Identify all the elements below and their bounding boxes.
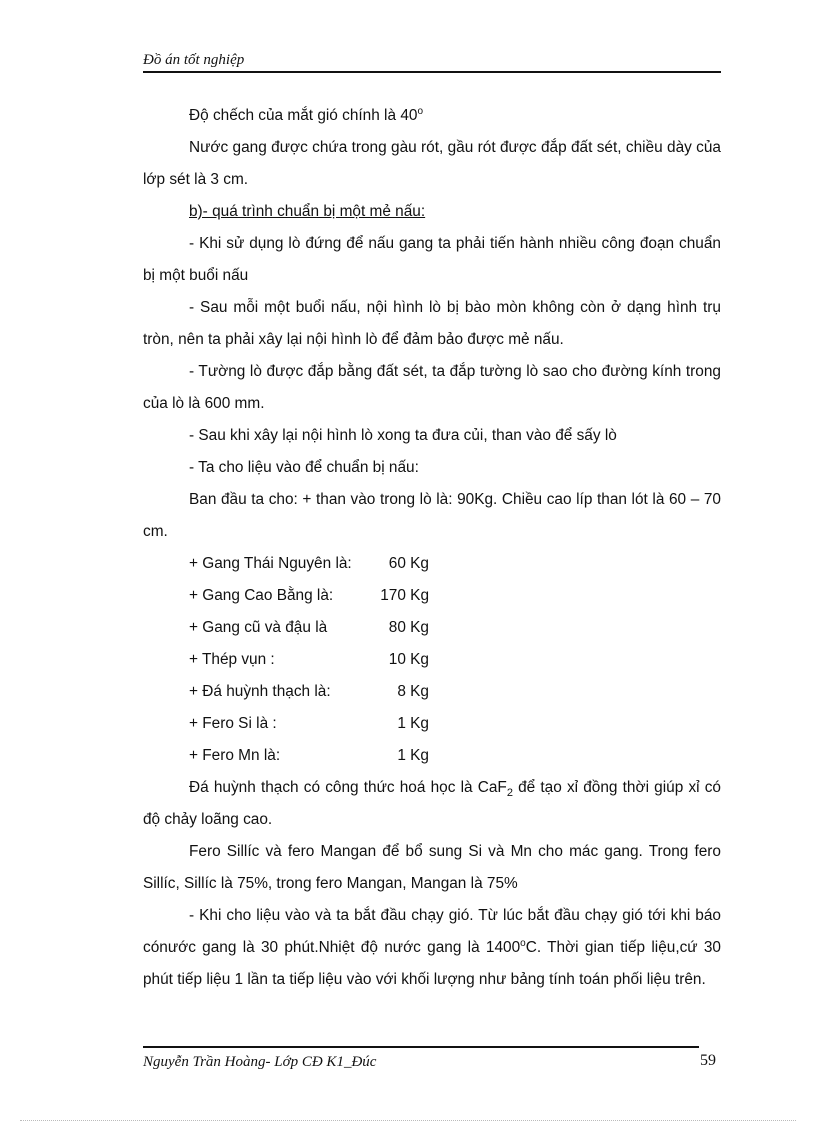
- material-qty: 8 Kg: [397, 683, 429, 700]
- paragraph-drying: - Sau khi xây lại nội hình lò xong ta đưa củi, than vào để sấy lò: [189, 427, 617, 444]
- material-name: + Gang Cao Bằng là:: [189, 587, 334, 604]
- material-qty: 170 Kg: [380, 587, 429, 604]
- material-name: + Thép vụn :: [189, 651, 275, 668]
- list-item: [143, 740, 721, 772]
- material-qty: 80 Kg: [388, 619, 429, 636]
- paragraph-blast-angle: Độ chếch của mắt gió chính là 40$^o$: [189, 105, 423, 124]
- material-qty: 60 Kg: [388, 555, 429, 572]
- page-header: [143, 52, 721, 69]
- header-rule: [143, 71, 721, 73]
- material-name: + Fero Si là :: [189, 715, 277, 732]
- list-item: [143, 580, 721, 612]
- footer-rule: [143, 1046, 699, 1048]
- page-edge-divider: [20, 1120, 796, 1121]
- document-body: [143, 100, 721, 996]
- material-qty: 10 Kg: [388, 651, 429, 668]
- material-name: + Fero Mn là:: [189, 747, 281, 764]
- material-qty: 1 Kg: [397, 715, 429, 732]
- list-item: [143, 676, 721, 708]
- list-item: [143, 548, 721, 580]
- material-name: + Gang Thái Nguyên là:: [189, 555, 352, 572]
- page-number: 59: [700, 1052, 716, 1069]
- paragraph-coke-bed: Ban đầu ta cho: + than vào trong lò là: 90Kg. Chiều cao líp than lót là 60 – 70 cm.: [143, 491, 721, 540]
- list-item: [143, 708, 721, 740]
- material-name: + Gang cũ và đậu là: [189, 619, 328, 636]
- section-heading-b: b)- quá trình chuẩn bị một mẻ nấu:: [189, 203, 426, 220]
- paragraph-ferroalloys: Fero Sillíc và fero Mangan để bổ sung Si và Mn cho mác gang. Trong fero Sillíc, Sillíc là 75%, trong fero Mangan, Mangan là 75%: [143, 843, 721, 892]
- paragraph-wall: - Tường lò được đắp bằng đất sét, ta đắp tường lò sao cho đường kính trong của lò là 600 mm.: [143, 363, 721, 412]
- list-item: [143, 644, 721, 676]
- paragraph-prep: - Khi sử dụng lò đứng để nấu gang ta phải tiến hành nhiều công đoạn chuẩn bị một buổi nấu: [143, 235, 721, 284]
- header-title: Đồ án tốt nghiệp: [143, 52, 245, 68]
- paragraph-ladle: Nước gang được chứa trong gàu rót, gầu rót được đắp đất sét, chiều dày của lớp sét là 3 cm.: [143, 139, 721, 188]
- material-qty: 1 Kg: [397, 747, 429, 764]
- paragraph-blowing: - Khi cho liệu vào và ta bắt đầu chạy gió. Từ lúc bắt đầu chạy gió tới khi báo cónước gang là 30 phút.Nhiệt độ nước gang là 1400$^o$C. Thời gian tiếp liệu,cứ 30 phút tiếp liệu 1 lần ta tiếp liệu vào với khối lượng như bảng tính toán phối liệu trên.: [143, 907, 721, 988]
- paragraph-relining: - Sau mỗi một buổi nấu, nội hình lò bị bào mòn không còn ở dạng hình trụ tròn, nên ta phải xây lại nội hình lò để đảm bảo được mẻ nấu.: [143, 299, 721, 348]
- list-item: [143, 612, 721, 644]
- paragraph-charging: - Ta cho liệu vào để chuẩn bị nấu:: [189, 459, 419, 476]
- material-name: + Đá huỳnh thạch là:: [189, 683, 331, 700]
- paragraph-fluorspar: Đá huỳnh thạch có công thức hoá học là CaF$_2$ để tạo xỉ đồng thời giúp xỉ có độ chảy loãng cao.: [143, 779, 721, 828]
- footer-author: Nguyễn Trần Hoàng- Lớp CĐ K1_Đúc: [143, 1054, 377, 1070]
- materials-list: [143, 548, 721, 772]
